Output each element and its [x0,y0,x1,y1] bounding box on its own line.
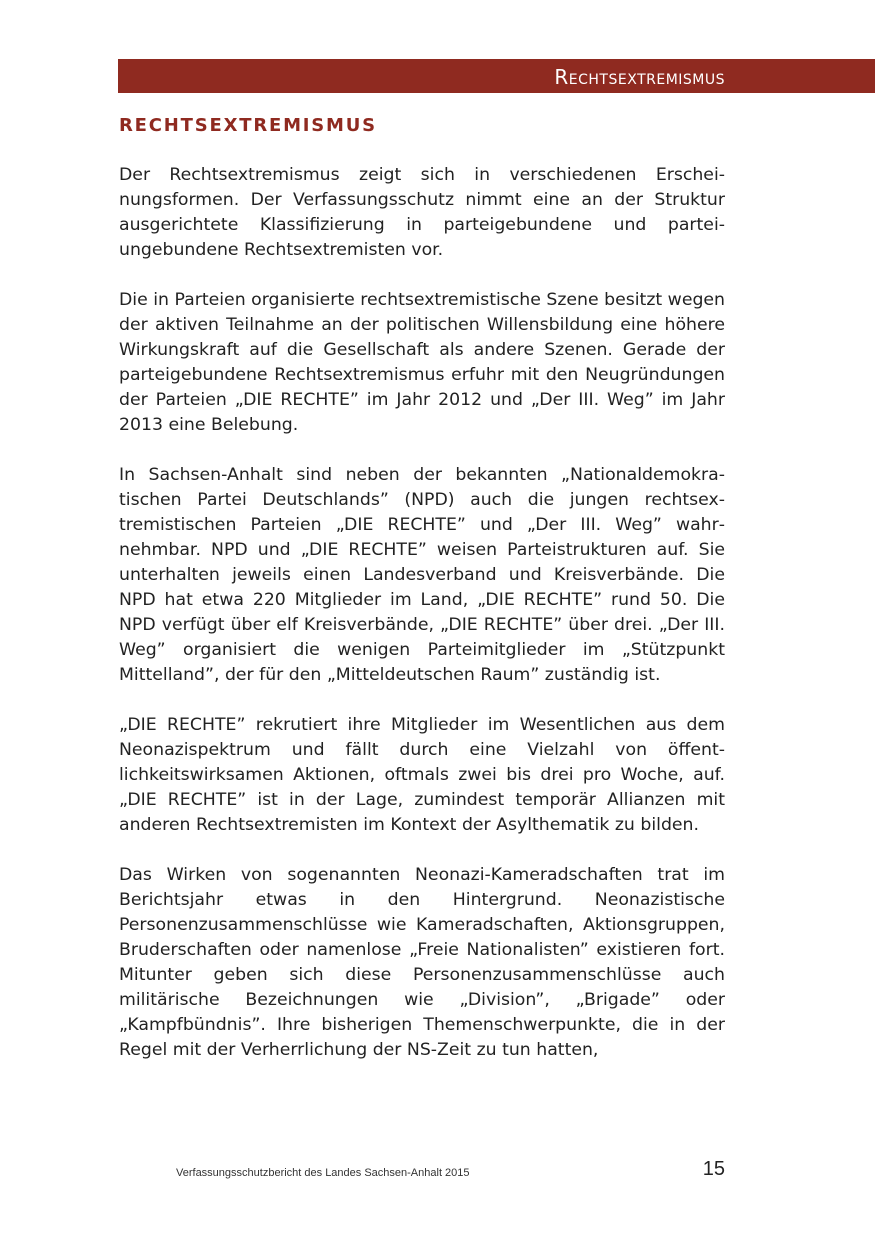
page-number: 15 [702,1158,725,1180]
paragraph-5: Das Wirken von sogenannten Neonazi-Kameradschaften trat im Berichtsjahr etwas in den Hintergrund. Neonazistische Personenzusammenschlüsse wie Kameradschaften, Aktionsgruppen, Bruderschaften oder namenlose „Freie Nationalisten” existieren fort. Mitunter geben sich diese Personenzusammenschlüsse auch militärische Bezeichnungen wie „Division”, „Brigade” oder „Kampfbündnis”. Ihre bisherigen Themenschwerpunkte, die in der Regel mit der Verherrlichung der NS-Zeit zu tun hatten, [119,865,725,1060]
paragraph-3: In Sachsen-Anhalt sind neben der bekannten „Nationaldemokratischen Partei Deutschlands” (NPD) auch die jungen rechtsextremistischen Parteien „DIE RECHTE” und „Der III. Weg” wahrnehmbar. NPD und „DIE RECHTE” weisen Parteistrukturen auf. Sie unterhalten jeweils einen Landesverband und Kreisverbände. Die NPD hat etwa 220 Mitglieder im Land, „DIE RECHTE” rund 50. Die NPD verfügt über elf Kreisverbände, „DIE RECHTE” über drei. „Der III. Weg” organisiert die wenigen Parteimitglieder im „Stützpunkt Mittelland”, der für den „Mitteldeutschen Raum” zuständig ist. [119,465,725,685]
paragraph-1: Der Rechtsextremismus zeigt sich in verschiedenen Erscheinungsformen. Der Verfassungsschutz nimmt eine an der Struktur ausgerichtete Klassifizierung in parteigebundene und parteiungebundene Rechtsextremisten vor. [119,165,725,260]
running-header-title: Rechtsextremismus [554,65,725,89]
footer-publication: Verfassungsschutzbericht des Landes Sachsen-Anhalt 2015 [176,1167,470,1179]
paragraph-2: Die in Parteien organisierte rechtsextremistische Szene besitzt wegen der aktiven Teilnahme an der politischen Willensbildung eine höhere Wirkungskraft auf die Gesellschaft als andere Szenen. Gerade der parteigebundene Rechtsextremismus erfuhr mit den Neugründungen der Parteien „DIE RECHTE” im Jahr 2012 und „Der III. Weg” im Jahr 2013 eine Belebung. [119,290,725,435]
paragraph-4: „DIE RECHTE” rekrutiert ihre Mitglieder im Wesentlichen aus dem Neonazispektrum und fällt durch eine Vielzahl von öffentlichkeitswirksamen Aktionen, oftmals zwei bis drei pro Woche, auf. „DIE RECHTE” ist in der Lage, zumindest temporär Allianzen mit anderen Rechtsextremisten im Kontext der Asylthematik zu bilden. [119,715,725,835]
body-text [119,163,725,1088]
running-header-bar [118,59,875,93]
section-heading: RECHTSEXTREMISMUS [119,115,377,136]
